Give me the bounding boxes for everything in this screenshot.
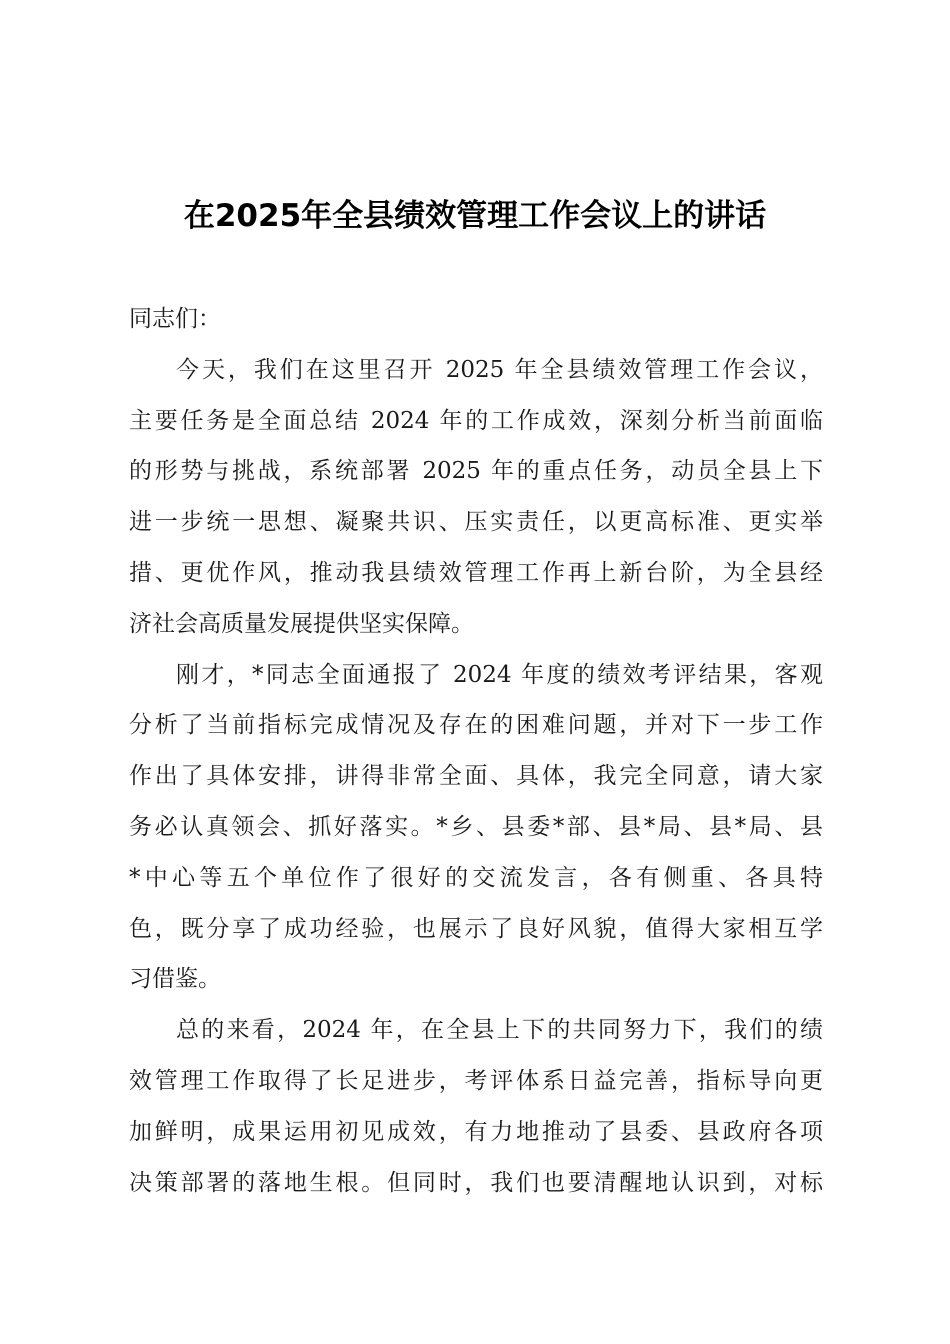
paragraph-2-line-4: 务必认真领会、抓好落实。*乡、县委*部、县*局、县*局、县 [129, 813, 823, 840]
paragraph-2-line-5: *中心等五个单位作了很好的交流发言，各有侧重、各具特 [129, 864, 823, 891]
paragraph-3-line-1: 总的来看，2024 年，在全县上下的共同努力下，我们的绩 [176, 1017, 823, 1044]
paragraph-3-line-2: 效管理工作取得了长足进步，考评体系日益完善，指标导向更 [129, 1067, 823, 1094]
paragraph-2-line-3: 作出了具体安排，讲得非常全面、具体，我完全同意，请大家 [129, 763, 823, 790]
paragraph-1-line-1: 今天，我们在这里召开 2025 年全县绩效管理工作会议， [176, 356, 823, 383]
paragraph-1-line-2: 主要任务是全面总结 2024 年的工作成效，深刻分析当前面临 [129, 407, 823, 434]
paragraph-2-line-2: 分析了当前指标完成情况及存在的困难问题，并对下一步工作 [129, 712, 823, 739]
document-body [129, 294, 823, 1208]
paragraph-2-line-6: 色，既分享了成功经验，也展示了良好风貌，值得大家相互学 [129, 915, 823, 942]
paragraph-2-line-1: 刚才，*同志全面通报了 2024 年度的绩效考评结果，客观 [176, 661, 823, 688]
salutation: 同志们： [129, 306, 221, 332]
paragraph-1-line-6: 济社会高质量发展提供坚实保障。 [129, 610, 474, 637]
paragraph-2-line-7: 习借鉴。 [129, 966, 221, 993]
paragraph-3-line-3: 加鲜明，成果运用初见成效，有力地推动了县委、县政府各项 [129, 1118, 823, 1145]
document-title: 在2025年全县绩效管理工作会议上的讲话 [183, 198, 767, 234]
paragraph-1-line-5: 措、更优作风，推动我县绩效管理工作再上新台阶，为全县经 [129, 559, 823, 586]
paragraph-1-line-3: 的形势与挑战，系统部署 2025 年的重点任务，动员全县上下 [129, 458, 823, 485]
paragraph-1-line-4: 进一步统一思想、凝聚共识、压实责任，以更高标准、更实举 [129, 509, 823, 536]
paragraph-3-line-4: 决策部署的落地生根。但同时，我们也要清醒地认识到，对标 [129, 1169, 823, 1196]
